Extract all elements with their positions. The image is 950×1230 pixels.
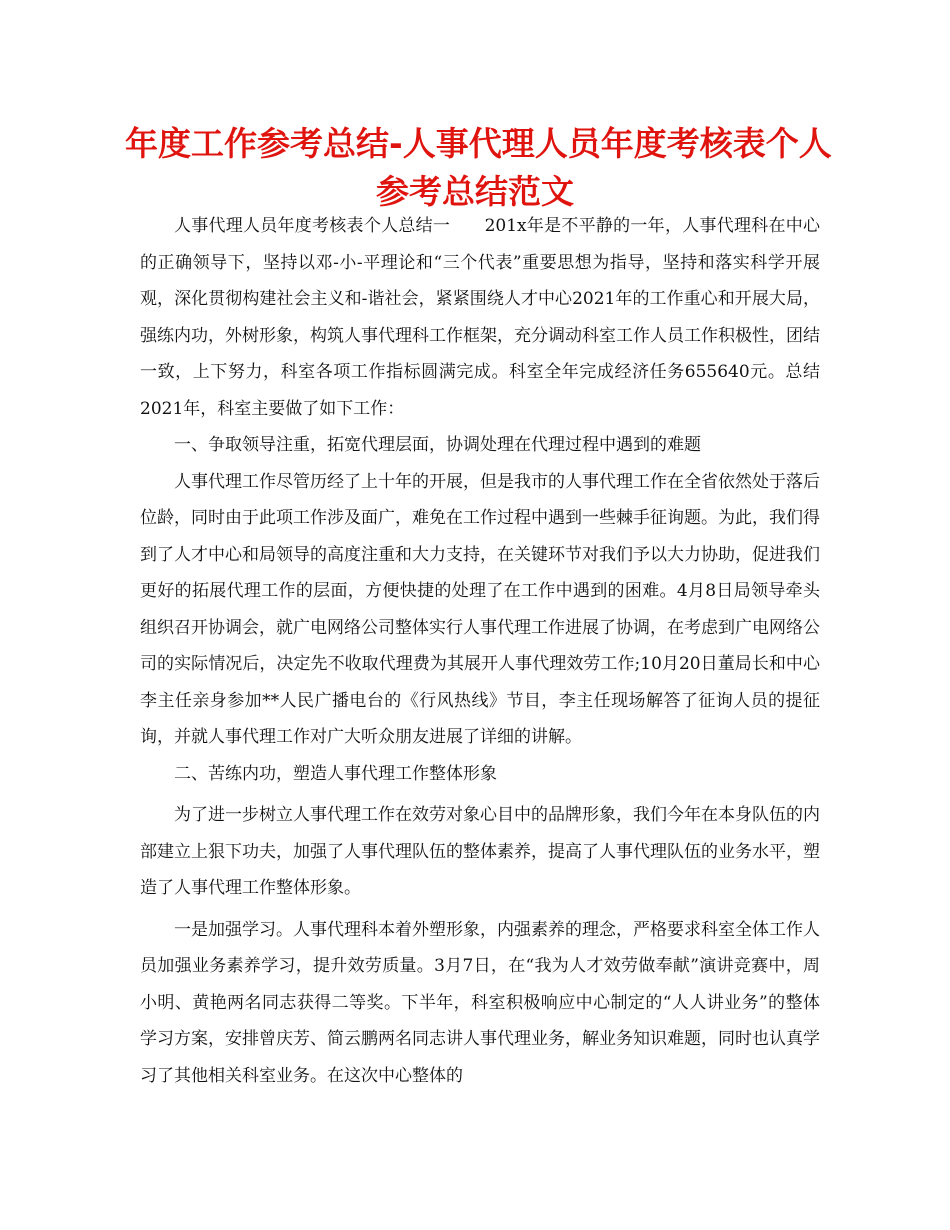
section-heading-1: 一、争取领导注重，拓宽代理层面，协调处理在代理过程中遇到的难题 bbox=[174, 435, 701, 455]
paragraph-intro: 人事代理人员年度考核表个人总结一 201x年是不平静的一年，人事代理科在中心的正确领导下，坚持以邓-小-平理论和“三个代表”重要思想为指导，坚持和落实科学开展观，深化贯彻构建社会主义和-谐社会，紧紧围绕人才中心2021年的工作重心和开展大局，强练内功，外树形象，构筑人事代理科工作框架，充分调动科室工作人员工作积极性，团结一致，上下努力，科室各项工作指标圆满完成。科室全年完成经济任务655640元。总结2021年，科室主要做了如下工作： bbox=[140, 216, 820, 419]
paragraph-section-1: 人事代理工作尽管历经了上十年的开展，但是我市的人事代理工作在全省依然处于落后位龄，同时由于此项工作涉及面广，难免在工作过程中遇到一些棘手征询题。为此，我们得到了人才中心和局领导的高度注重和大力支持，在关键环节对我们予以大力协助，促进我们更好的拓展代理工作的层面，方便快捷的处理了在工作中遇到的困难。4月8日局领导牵头组织召开协调会，就广电网络公司整体实行人事代理工作进展了协调，在考虑到广电网络公司的实际情况后，决定先不收取代理费为其展开人事代理效劳工作;10月20日董局长和中心李主任亲身参加**人民广播电台的《行风热线》节目，李主任现场解答了征询人员的提征询，并就人事代理工作对广大听众朋友进展了详细的讲解。 bbox=[140, 471, 820, 747]
document-title bbox=[125, 120, 832, 216]
paragraph-study: 一是加强学习。人事代理科本着外塑形象，内强素养的理念，严格要求科室全体工作人员加强业务素养学习，提升效劳质量。3月7日，在“我为人才效劳做奉献”演讲竞赛中，周小明、黄艳两名同志获得二等奖。下半年，科室积极响应中心制定的“人人讲业务”的整体学习方案，安排曾庆芳、简云鹏两名同志讲人事代理业务，解业务知识难题，同时也认真学习了其他相关科室业务。在这次中心整体的 bbox=[140, 919, 820, 1086]
paragraph-section-2: 为了进一步树立人事代理工作在效劳对象心目中的品牌形象，我们今年在本身队伍的内部建立上狠下功夫，加强了人事代理队伍的整体素养，提高了人事代理队伍的业务水平，塑造了人事代理工作整体形象。 bbox=[140, 805, 820, 898]
title-line-2: 参考总结范文 bbox=[376, 172, 574, 211]
document-body bbox=[140, 208, 820, 1094]
section-heading-2: 二、苦练内功，塑造人事代理工作整体形象 bbox=[174, 763, 497, 784]
title-line-1: 年度工作参考总结-人事代理人员年度考核表个人 bbox=[125, 124, 832, 163]
